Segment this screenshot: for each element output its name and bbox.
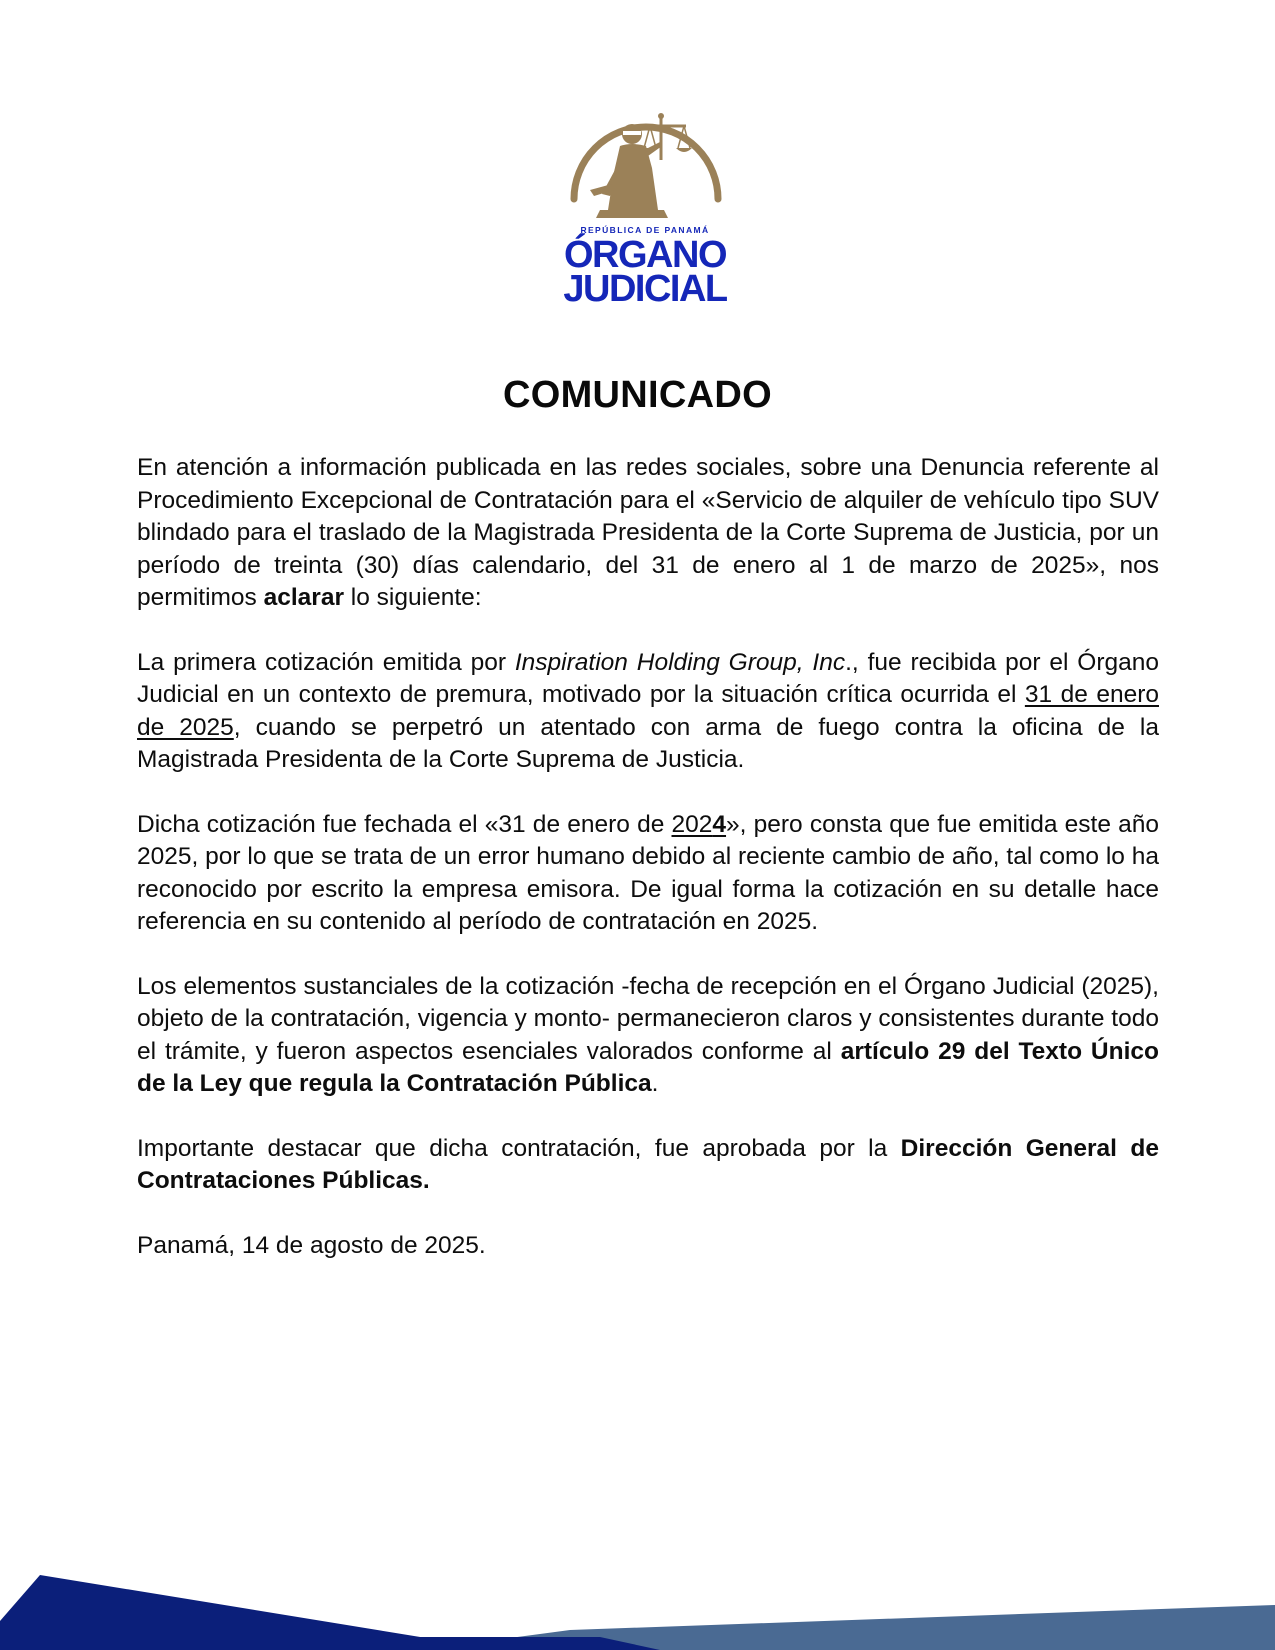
paragraph-4-text-b: .: [651, 1070, 659, 1097]
paragraph-2-text-a: La primera cotización emitida por: [137, 648, 515, 676]
logo-title-line2: JUDICIAL: [563, 268, 727, 310]
paragraph-1: [137, 452, 1159, 615]
date-line: Panamá, 14 de agosto de 2025.: [137, 1231, 486, 1259]
paragraph-1-bold: aclarar: [263, 584, 344, 611]
company-name: Inspiration Holding Group, Inc: [514, 648, 846, 676]
paragraph-2: [137, 647, 1159, 777]
document-body: [137, 452, 1159, 1294]
year-prefix: 202: [671, 810, 713, 838]
document-title: COMUNICADO: [503, 374, 772, 416]
paragraph-2-text-c: , cuando se perpetró un atentado con arma de fuego contra la oficina de la Magistrada Presidenta de la Corte Suprema de Justicia.: [137, 713, 1159, 773]
logo-country-label: REPÚBLICA DE PANAMÁ: [580, 225, 710, 235]
paragraph-3: [137, 809, 1159, 939]
footer-band: [0, 1575, 1275, 1650]
paragraph-3-text-a: Dicha cotización fue fechada el «31 de enero de: [137, 810, 672, 838]
logo-title-line1: ÓRGANO: [564, 234, 726, 276]
underlined-date: 31 de enero de 2025: [137, 681, 1159, 741]
paragraph-4-bold: artículo 29 del Texto Único de la Ley que regula la Contratación Pública: [137, 1037, 1159, 1097]
paragraph-5-bold: Dirección General de Contrataciones Públicas.: [137, 1134, 1159, 1194]
organo-judicial-logo: [560, 98, 730, 310]
paragraph-4: [137, 971, 1159, 1101]
footer-dark-band: [0, 1637, 660, 1650]
paragraph-4-text-a: Los elementos sustanciales de la cotización -fecha de recepción en el Órgano Judicial (2025), objeto de la contratación, vigencia y monto- permanecieron claros y consistentes durante todo el trámite, y fueron aspectos esenciales valorados conforme al: [137, 972, 1159, 1065]
paragraph-2-text-b: ., fue recibida por el Órgano Judicial en un contexto de premura, motivado por la situación crítica ocurrida el: [137, 648, 1160, 708]
underlined-year: [672, 811, 727, 838]
paragraph-5: [137, 1133, 1159, 1198]
paragraph-3-text-b: », pero consta que fue emitida este año 2025, por lo que se trata de un error humano debido al reciente cambio de año, tal como lo ha reconocido por escrito la empresa emisora. De igual forma la cotización en su detalle hace referencia en su contenido al período de contratación en 2025.: [137, 810, 1159, 935]
paragraph-1-text-b: lo siguiente:: [344, 584, 482, 611]
paragraph-1-text-a: En atención a información publicada en las redes sociales, sobre una Denuncia referente al Procedimiento Excepcional de Contratación para el «Servicio de alquiler de vehículo tipo SUV blindado para el traslado de la Magistrada Presidenta de la Corte Suprema de Justicia, por un período de treinta (30) días calendario, del 31 de enero al 1 de marzo de 2025», nos permitimos: [137, 454, 1159, 611]
lady-justice-scales-icon: [560, 98, 730, 228]
paragraph-5-text-a: Importante destacar que dicha contratación, fue aprobada por la: [137, 1134, 901, 1162]
year-digit: 4: [712, 810, 727, 838]
